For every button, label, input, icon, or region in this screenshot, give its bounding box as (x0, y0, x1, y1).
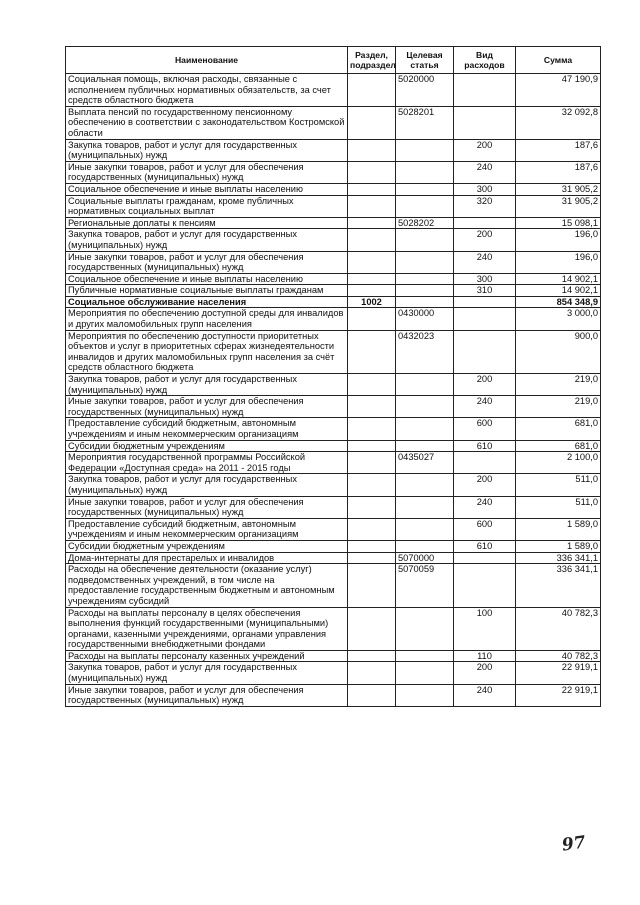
cell-section (348, 518, 396, 540)
cell-section (348, 607, 396, 650)
cell-section (348, 217, 396, 229)
table-row (66, 452, 601, 474)
cell-target (396, 296, 454, 308)
table-row (66, 552, 601, 564)
cell-sum: 511,0 (516, 496, 601, 518)
cell-sum: 31 905,2 (516, 195, 601, 217)
cell-section (348, 418, 396, 440)
cell-name: Мероприятия по обеспечению доступности приоритетных объектов и услуг в приоритетных сферах жизнедеятельности инвалидов и других маломобильных групп населения за счёт средств областного бюджета (66, 330, 348, 373)
cell-target (396, 396, 454, 418)
cell-sum: 22 919,1 (516, 662, 601, 684)
cell-name: Социальное обеспечение и иные выплаты населению (66, 273, 348, 285)
cell-name: Иные закупки товаров, работ и услуг для обеспечения государственных (муниципальных) нужд (66, 396, 348, 418)
cell-sum: 14 902,1 (516, 285, 601, 297)
cell-target (396, 540, 454, 552)
cell-name: Иные закупки товаров, работ и услуг для обеспечения государственных (муниципальных) нужд (66, 684, 348, 706)
header-section: Раздел, подраздел (348, 47, 396, 74)
cell-target (396, 440, 454, 452)
cell-name: Иные закупки товаров, работ и услуг для обеспечения государственных (муниципальных) нужд (66, 251, 348, 273)
cell-sum: 854 348,9 (516, 296, 601, 308)
table-row (66, 474, 601, 496)
cell-type: 240 (454, 161, 516, 183)
cell-name: Иные закупки товаров, работ и услуг для обеспечения государственных (муниципальных) нужд (66, 496, 348, 518)
cell-section (348, 229, 396, 251)
cell-name: Закупка товаров, работ и услуг для государственных (муниципальных) нужд (66, 474, 348, 496)
table-header-row (66, 47, 601, 74)
cell-sum: 40 782,3 (516, 607, 601, 650)
cell-target: 5070000 (396, 552, 454, 564)
cell-section (348, 552, 396, 564)
cell-sum: 15 098,1 (516, 217, 601, 229)
cell-name: Расходы на выплаты персоналу в целях обеспечения выполнения функций государственными (муниципальными) органами, казенными учреждениями, органами управления государственными внебюджетными фондами (66, 607, 348, 650)
cell-section (348, 106, 396, 139)
cell-target (396, 374, 454, 396)
cell-sum: 3 000,0 (516, 308, 601, 330)
cell-name: Закупка товаров, работ и услуг для государственных (муниципальных) нужд (66, 374, 348, 396)
cell-type (454, 330, 516, 373)
cell-name: Субсидии бюджетным учреждениям (66, 540, 348, 552)
table-row (66, 564, 601, 607)
cell-type: 200 (454, 662, 516, 684)
cell-section (348, 285, 396, 297)
cell-type (454, 308, 516, 330)
header-sum: Сумма (516, 47, 601, 74)
cell-type: 200 (454, 474, 516, 496)
cell-target: 0430000 (396, 308, 454, 330)
table-row (66, 662, 601, 684)
cell-sum: 336 341,1 (516, 564, 601, 607)
cell-target (396, 496, 454, 518)
table-row (66, 217, 601, 229)
cell-type: 240 (454, 396, 516, 418)
cell-sum: 219,0 (516, 374, 601, 396)
cell-sum: 14 902,1 (516, 273, 601, 285)
table-row (66, 650, 601, 662)
cell-type: 600 (454, 518, 516, 540)
table-row (66, 195, 601, 217)
cell-name: Социальные выплаты гражданам, кроме публичных нормативных социальных выплат (66, 195, 348, 217)
header-type: Вид расходов (454, 47, 516, 74)
cell-sum: 1 589,0 (516, 540, 601, 552)
cell-sum: 681,0 (516, 418, 601, 440)
cell-sum: 219,0 (516, 396, 601, 418)
cell-name: Закупка товаров, работ и услуг для государственных (муниципальных) нужд (66, 139, 348, 161)
cell-type (454, 452, 516, 474)
cell-type: 300 (454, 273, 516, 285)
cell-section: 1002 (348, 296, 396, 308)
cell-name: Публичные нормативные социальные выплаты гражданам (66, 285, 348, 297)
header-target: Целевая статья (396, 47, 454, 74)
cell-type: 300 (454, 183, 516, 195)
cell-section (348, 251, 396, 273)
cell-type: 610 (454, 440, 516, 452)
table-row (66, 229, 601, 251)
cell-target (396, 684, 454, 706)
cell-name: Выплата пенсий по государственному пенсионному обеспечению в соответствии с законодательством Костромской области (66, 106, 348, 139)
cell-type (454, 564, 516, 607)
cell-sum: 1 589,0 (516, 518, 601, 540)
cell-target (396, 662, 454, 684)
table-row (66, 607, 601, 650)
cell-type: 240 (454, 251, 516, 273)
cell-type: 200 (454, 374, 516, 396)
cell-name: Иные закупки товаров, работ и услуг для обеспечения государственных (муниципальных) нужд (66, 161, 348, 183)
table-row (66, 296, 601, 308)
table-row (66, 183, 601, 195)
cell-section (348, 183, 396, 195)
cell-name: Мероприятия по обеспечению доступной среды для инвалидов и других маломобильных групп населения (66, 308, 348, 330)
cell-section (348, 684, 396, 706)
cell-section (348, 662, 396, 684)
table-body (66, 74, 601, 707)
cell-target (396, 183, 454, 195)
table-row (66, 374, 601, 396)
cell-target (396, 518, 454, 540)
cell-target (396, 195, 454, 217)
cell-sum: 511,0 (516, 474, 601, 496)
cell-sum: 900,0 (516, 330, 601, 373)
table-row (66, 285, 601, 297)
cell-type: 600 (454, 418, 516, 440)
cell-sum: 2 100,0 (516, 452, 601, 474)
cell-target (396, 161, 454, 183)
cell-target: 5020000 (396, 74, 454, 107)
table-row (66, 440, 601, 452)
cell-section (348, 540, 396, 552)
page-number: 97 (560, 832, 587, 856)
cell-target (396, 251, 454, 273)
cell-section (348, 308, 396, 330)
cell-target (396, 229, 454, 251)
cell-type: 200 (454, 139, 516, 161)
cell-type (454, 217, 516, 229)
cell-type: 320 (454, 195, 516, 217)
cell-sum: 32 092,8 (516, 106, 601, 139)
cell-sum: 31 905,2 (516, 183, 601, 195)
cell-sum: 187,6 (516, 139, 601, 161)
cell-sum: 336 341,1 (516, 552, 601, 564)
cell-type: 100 (454, 607, 516, 650)
cell-type: 200 (454, 229, 516, 251)
header-name: Наименование (66, 47, 348, 74)
cell-target (396, 285, 454, 297)
cell-sum: 681,0 (516, 440, 601, 452)
cell-name: Расходы на обеспечение деятельности (оказание услуг) подведомственных учреждений, в том числе на предоставление государственным бюджетным и автономным учреждениям субсидий (66, 564, 348, 607)
cell-name: Региональные доплаты к пенсиям (66, 217, 348, 229)
cell-type (454, 106, 516, 139)
cell-type: 310 (454, 285, 516, 297)
cell-target (396, 273, 454, 285)
cell-section (348, 74, 396, 107)
cell-name: Закупка товаров, работ и услуг для государственных (муниципальных) нужд (66, 229, 348, 251)
cell-type: 240 (454, 496, 516, 518)
table-row (66, 418, 601, 440)
cell-target (396, 139, 454, 161)
cell-section (348, 452, 396, 474)
cell-section (348, 195, 396, 217)
cell-name: Расходы на выплаты персоналу казенных учреждений (66, 650, 348, 662)
table-row (66, 161, 601, 183)
cell-target: 5028201 (396, 106, 454, 139)
cell-name: Предоставление субсидий бюджетным, автономным учреждениям и иным некоммерческим организациям (66, 518, 348, 540)
cell-section (348, 273, 396, 285)
cell-target (396, 607, 454, 650)
table-row (66, 684, 601, 706)
cell-section (348, 330, 396, 373)
cell-target (396, 650, 454, 662)
cell-sum: 196,0 (516, 229, 601, 251)
cell-sum: 196,0 (516, 251, 601, 273)
cell-section (348, 161, 396, 183)
cell-section (348, 139, 396, 161)
cell-target: 0432023 (396, 330, 454, 373)
cell-name: Социальная помощь, включая расходы, связанные с исполнением публичных нормативных обязательств, за счет средств областного бюджета (66, 74, 348, 107)
table-row (66, 396, 601, 418)
cell-type (454, 74, 516, 107)
table-row (66, 74, 601, 107)
cell-type (454, 296, 516, 308)
cell-target: 5028202 (396, 217, 454, 229)
cell-section (348, 374, 396, 396)
cell-section (348, 396, 396, 418)
cell-sum: 47 190,9 (516, 74, 601, 107)
table-row (66, 273, 601, 285)
cell-name: Социальное обеспечение и иные выплаты населению (66, 183, 348, 195)
table-row (66, 518, 601, 540)
budget-table (65, 46, 601, 707)
cell-name: Мероприятия государственной программы Российской Федерации «Доступная среда» на 2011 - 2015 годы (66, 452, 348, 474)
cell-name: Закупка товаров, работ и услуг для государственных (муниципальных) нужд (66, 662, 348, 684)
cell-target (396, 474, 454, 496)
cell-section (348, 440, 396, 452)
table-row (66, 496, 601, 518)
cell-type (454, 552, 516, 564)
table-row (66, 139, 601, 161)
cell-section (348, 650, 396, 662)
cell-name: Субсидии бюджетным учреждениям (66, 440, 348, 452)
table-row (66, 251, 601, 273)
cell-sum: 187,6 (516, 161, 601, 183)
cell-target (396, 418, 454, 440)
cell-sum: 40 782,3 (516, 650, 601, 662)
cell-name: Социальное обслуживание населения (66, 296, 348, 308)
cell-section (348, 564, 396, 607)
table-row (66, 106, 601, 139)
cell-target: 5070059 (396, 564, 454, 607)
cell-sum: 22 919,1 (516, 684, 601, 706)
cell-type: 110 (454, 650, 516, 662)
cell-name: Предоставление субсидий бюджетным, автономным учреждениям и иным некоммерческим организациям (66, 418, 348, 440)
cell-name: Дома-интернаты для престарелых и инвалидов (66, 552, 348, 564)
cell-section (348, 496, 396, 518)
table-row (66, 330, 601, 373)
table-row (66, 540, 601, 552)
cell-type: 610 (454, 540, 516, 552)
table-row (66, 308, 601, 330)
cell-type: 240 (454, 684, 516, 706)
cell-section (348, 474, 396, 496)
cell-target: 0435027 (396, 452, 454, 474)
